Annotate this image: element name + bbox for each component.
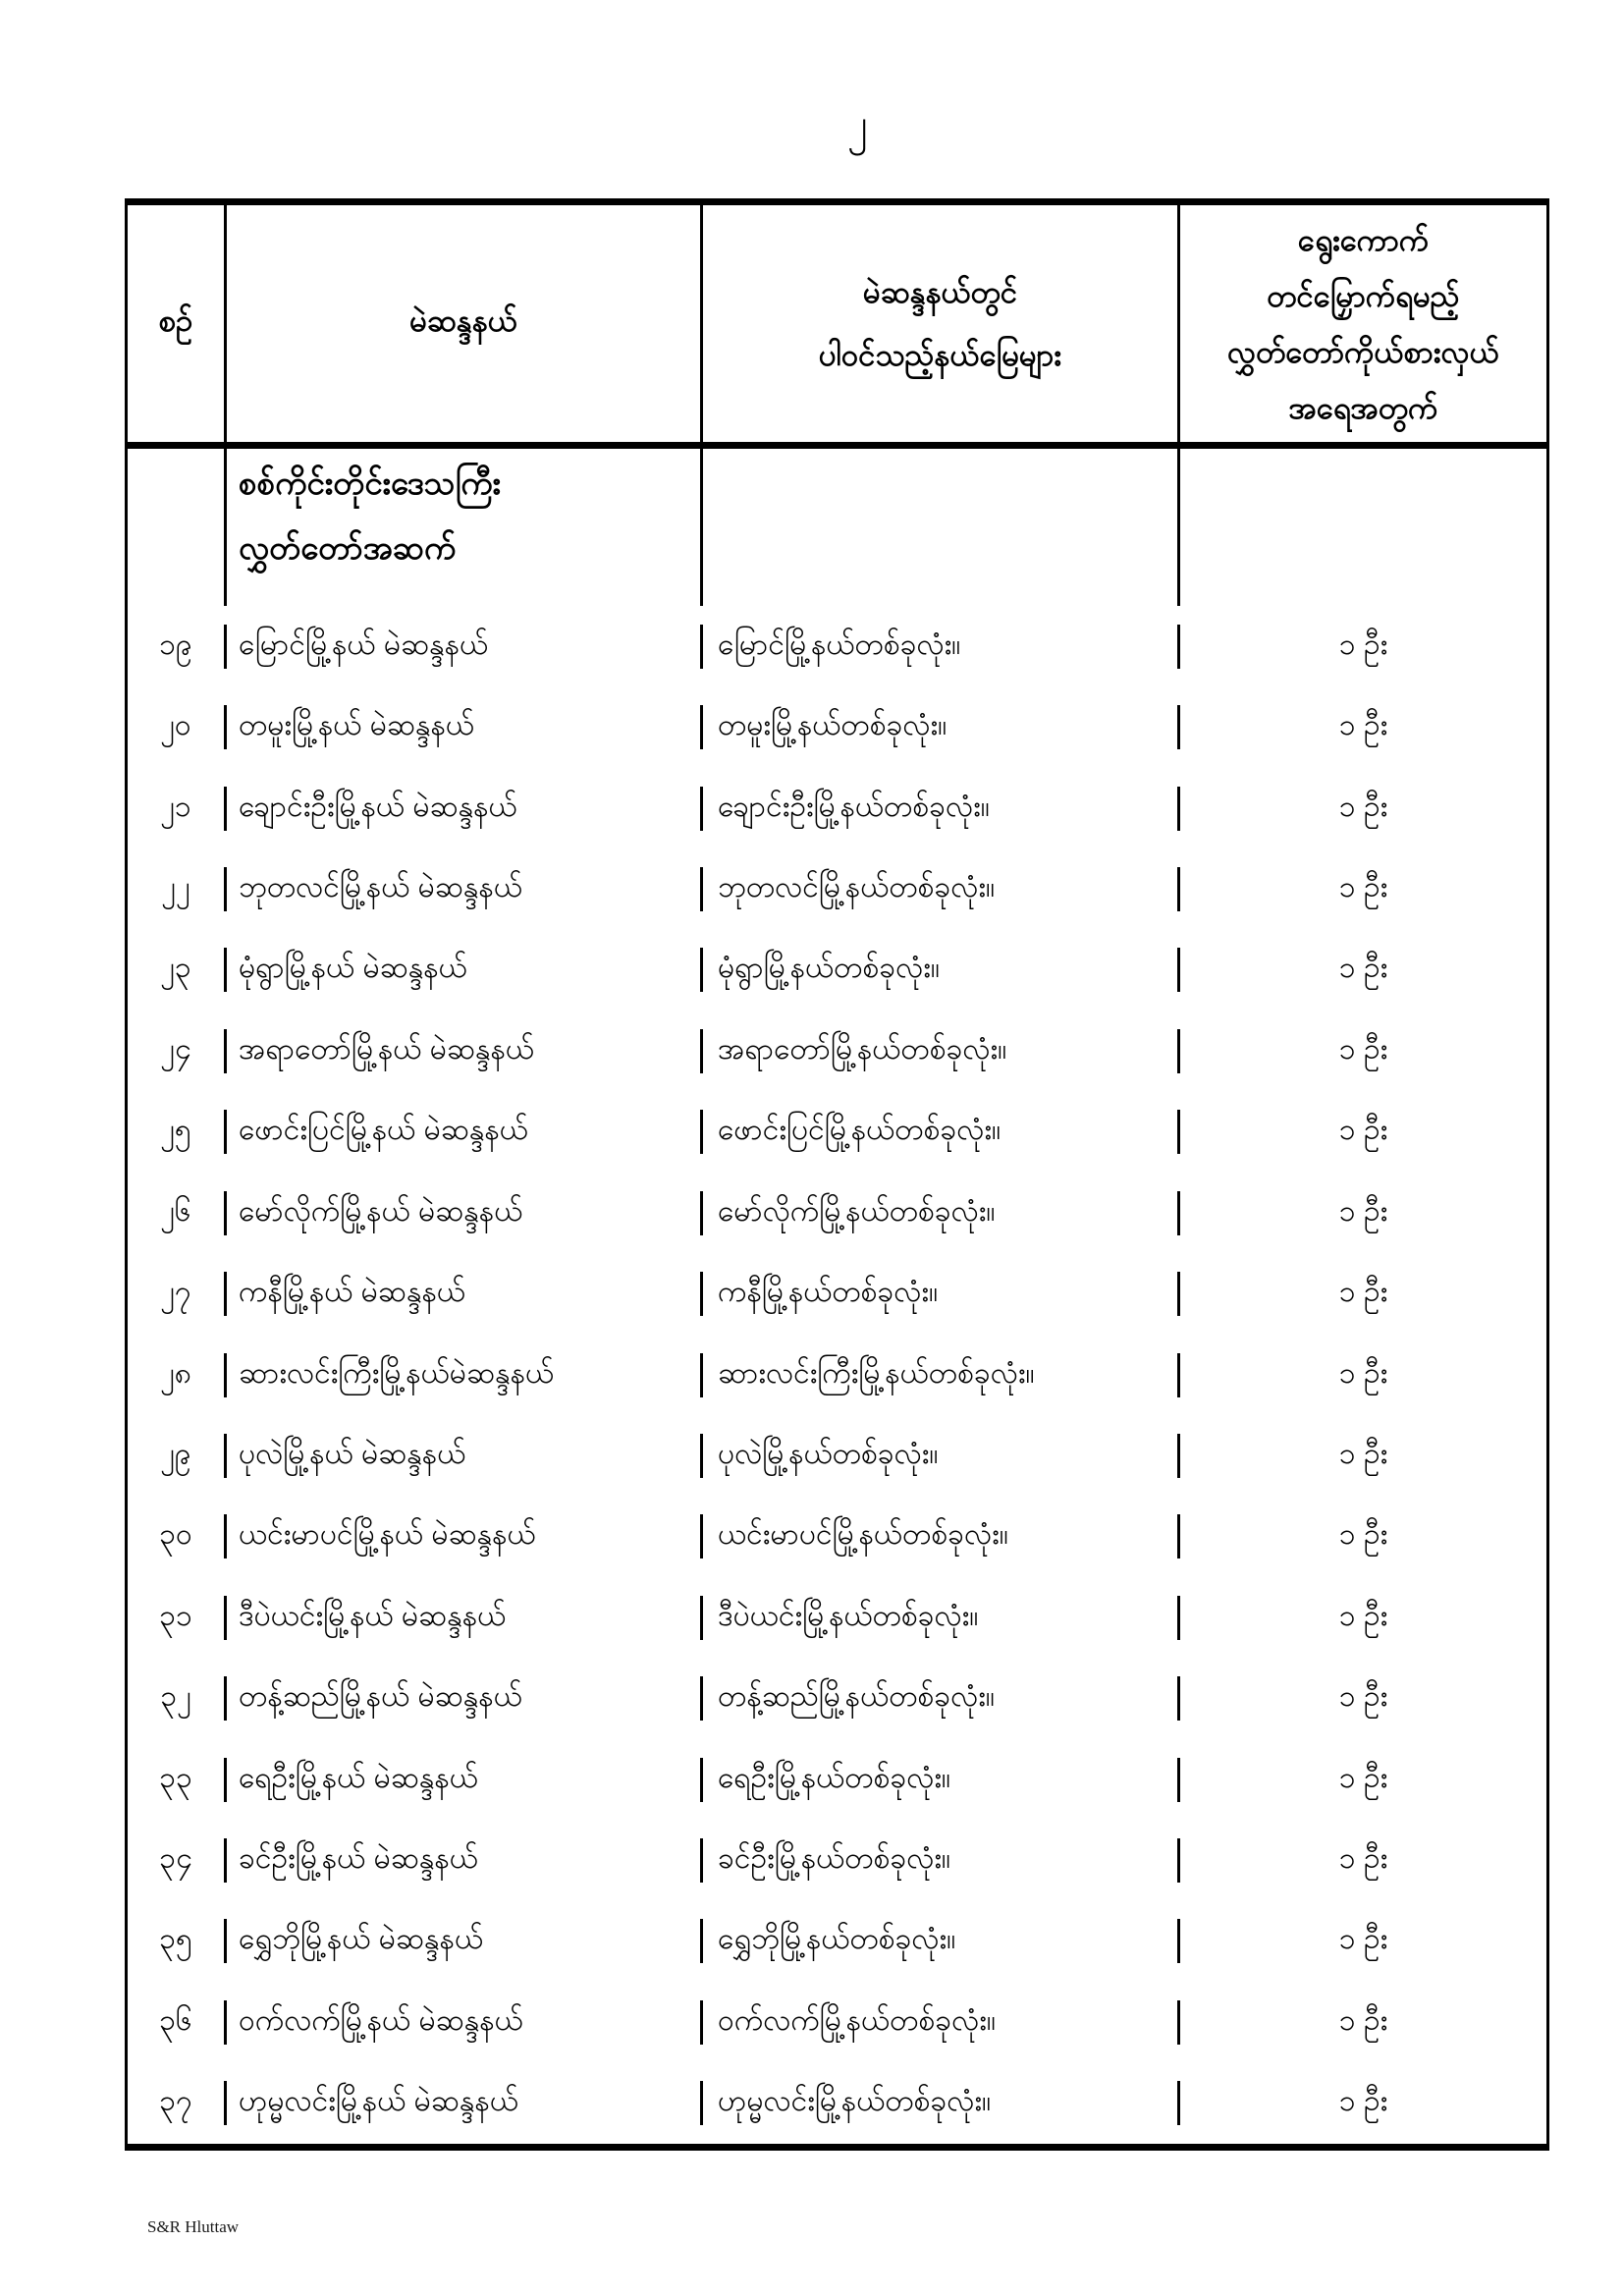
row-count: ၁ ဦး (1338, 1761, 1388, 1794)
row-serial: ၂၂ (128, 867, 227, 911)
row-constituency: ဆားလင်းကြီးမြို့နယ်မဲဆန္ဒနယ် (227, 1353, 703, 1397)
row-serial: ၂၆ (128, 1191, 227, 1235)
header-count-line2: တင်မြှောက်ရမည့် (1267, 278, 1460, 313)
table-row (128, 1982, 1546, 2062)
row-count: ၁ ဦး (1338, 952, 1388, 985)
row-serial: ၂၅ (128, 1110, 227, 1154)
table-body (128, 449, 1546, 2144)
row-count: ၁ ဦး (1338, 1194, 1388, 1228)
row-constituency: ဒီပဲယင်းမြို့နယ် မဲဆန္ဒနယ် (227, 1596, 703, 1640)
table-row (128, 768, 1546, 848)
row-serial: ၂၄ (128, 1029, 227, 1073)
table-row (128, 686, 1546, 767)
table-row (128, 1497, 1546, 1577)
row-serial: ၃၆ (128, 2000, 227, 2045)
row-areas: ဘုတလင်မြို့နယ်တစ်ခုလုံး။ (703, 867, 1180, 911)
row-constituency: တန့်ဆည်မြို့နယ် မဲဆန္ဒနယ် (227, 1676, 703, 1721)
table-row (128, 930, 1546, 1011)
table-row (128, 1253, 1546, 1334)
header-representative-count (1180, 205, 1546, 442)
row-constituency: ရွှေဘိုမြို့နယ် မဲဆန္ဒနယ် (227, 1919, 703, 1963)
row-count: ၁ ဦး (1338, 2003, 1388, 2037)
row-serial: ၃၅ (128, 1919, 227, 1963)
row-areas: ဝက်လက်မြို့နယ်တစ်ခုလုံး။ (703, 2000, 1180, 2045)
table-row (128, 606, 1546, 686)
row-serial: ၂၃ (128, 948, 227, 992)
row-serial: ၂၁ (128, 787, 227, 831)
constituency-table (125, 198, 1549, 2151)
header-count-line3: လွှတ်တော်ကိုယ်စားလှယ် (1227, 334, 1499, 369)
table-body-rows (128, 606, 1546, 2144)
row-serial: ၂၇ (128, 1272, 227, 1316)
row-constituency: ကနီမြို့နယ် မဲဆန္ဒနယ် (227, 1272, 703, 1316)
table-row (128, 848, 1546, 929)
header-serial-label: စဉ် (158, 302, 193, 338)
row-areas: ဖောင်းပြင်မြို့နယ်တစ်ခုလုံး။ (703, 1110, 1180, 1154)
row-count: ၁ ဦး (1338, 709, 1388, 742)
row-count: ၁ ဦး (1338, 1680, 1388, 1714)
row-areas: ကနီမြို့နယ်တစ်ခုလုံး။ (703, 1272, 1180, 1316)
row-serial: ၃၄ (128, 1838, 227, 1883)
row-areas: ရွှေဘိုမြို့နယ်တစ်ခုလုံး။ (703, 1919, 1180, 1963)
row-constituency: မြောင်မြို့နယ် မဲဆန္ဒနယ် (227, 625, 703, 669)
row-areas: အရာတော်မြို့နယ်တစ်ခုလုံး။ (703, 1029, 1180, 1073)
section-title (227, 449, 703, 606)
row-constituency: ပုလဲမြို့နယ် မဲဆန္ဒနယ် (227, 1434, 703, 1478)
row-serial: ၃၃ (128, 1758, 227, 1802)
row-constituency: ခင်ဦးမြို့နယ် မဲဆန္ဒနယ် (227, 1838, 703, 1883)
table-row (128, 1335, 1546, 1415)
row-constituency: ဟုမ္မလင်းမြို့နယ် မဲဆန္ဒနယ် (227, 2081, 703, 2125)
row-areas: ပုလဲမြို့နယ်တစ်ခုလုံး။ (703, 1434, 1180, 1478)
row-areas: မော်လိုက်မြို့နယ်တစ်ခုလုံး။ (703, 1191, 1180, 1235)
row-areas: မုံရွာမြို့နယ်တစ်ခုလုံး။ (703, 948, 1180, 992)
row-count: ၁ ဦး (1338, 1599, 1388, 1632)
section-count-cell (1180, 449, 1546, 606)
page-number: ၂ (846, 100, 868, 146)
table-row (128, 2063, 1546, 2144)
row-constituency: မော်လိုက်မြို့နယ် မဲဆန္ဒနယ် (227, 1191, 703, 1235)
row-count: ၁ ဦး (1338, 2085, 1388, 2118)
table-row (128, 1901, 1546, 1982)
header-count-line1: ရွေးကောက် (1297, 222, 1430, 257)
section-header-row (128, 449, 1546, 606)
row-areas: ရေဦးမြို့နယ်တစ်ခုလုံး။ (703, 1758, 1180, 1802)
row-count: ၁ ဦး (1338, 1437, 1388, 1470)
table-row (128, 1658, 1546, 1738)
header-constituency (227, 205, 703, 442)
row-constituency: မုံရွာမြို့နယ် မဲဆန္ဒနယ် (227, 948, 703, 992)
row-areas: ချောင်းဦးမြို့နယ်တစ်ခုလုံး။ (703, 787, 1180, 831)
table-row (128, 1577, 1546, 1658)
row-count: ၁ ဦး (1338, 1842, 1388, 1876)
row-serial: ၃၁ (128, 1596, 227, 1640)
table-row (128, 1011, 1546, 1091)
section-title-line1: စစ်ကိုင်းတိုင်းဒေသကြီး (239, 465, 501, 501)
row-areas: တမူးမြို့နယ်တစ်ခုလုံး။ (703, 705, 1180, 749)
table-row (128, 1092, 1546, 1173)
row-constituency: ဖောင်းပြင်မြို့နယ် မဲဆန္ဒနယ် (227, 1110, 703, 1154)
table-header-row (128, 205, 1546, 449)
row-constituency: ယင်းမာပင်မြို့နယ် မဲဆန္ဒနယ် (227, 1514, 703, 1558)
header-areas-line1: မဲဆန္ဒနယ်တွင် (862, 274, 1018, 309)
row-areas: ယင်းမာပင်မြို့နယ်တစ်ခုလုံး။ (703, 1514, 1180, 1558)
row-areas: ဆားလင်းကြီးမြို့နယ်တစ်ခုလုံး။ (703, 1353, 1180, 1397)
section-title-line2: လွှတ်တော်အဆက် (239, 529, 457, 566)
row-count: ၁ ဦး (1338, 628, 1388, 661)
row-count: ၁ ဦး (1338, 1356, 1388, 1390)
row-constituency: ရေဦးမြို့နယ် မဲဆန္ဒနယ် (227, 1758, 703, 1802)
row-count: ၁ ဦး (1338, 1923, 1388, 1956)
section-serial-cell (128, 449, 227, 606)
row-serial: ၃၀ (128, 1514, 227, 1558)
row-serial: ၂၈ (128, 1353, 227, 1397)
row-serial: ၁၉ (128, 625, 227, 669)
row-serial: ၃၂ (128, 1676, 227, 1721)
row-count: ၁ ဦး (1338, 870, 1388, 903)
row-areas: ဒီပဲယင်းမြို့နယ်တစ်ခုလုံး။ (703, 1596, 1180, 1640)
table-row (128, 1739, 1546, 1820)
header-areas (703, 205, 1180, 442)
row-serial: ၂၉ (128, 1434, 227, 1478)
header-constituency-label: မဲဆန္ဒနယ် (409, 302, 517, 338)
row-count: ၁ ဦး (1338, 1114, 1388, 1147)
row-serial: ၂၀ (128, 705, 227, 749)
section-areas-cell (703, 449, 1180, 606)
header-count-line4: အရေအတွက် (1288, 390, 1438, 425)
row-count: ၁ ဦး (1338, 790, 1388, 823)
row-areas: ခင်ဦးမြို့နယ်တစ်ခုလုံး။ (703, 1838, 1180, 1883)
row-constituency: အရာတော်မြို့နယ် မဲဆန္ဒနယ် (227, 1029, 703, 1073)
row-constituency: ချောင်းဦးမြို့နယ် မဲဆန္ဒနယ် (227, 787, 703, 831)
row-constituency: တမူးမြို့နယ် မဲဆန္ဒနယ် (227, 705, 703, 749)
header-serial (128, 205, 227, 442)
row-constituency: ဝက်လက်မြို့နယ် မဲဆန္ဒနယ် (227, 2000, 703, 2045)
header-areas-line2: ပါဝင်သည့်နယ်မြေများ (818, 337, 1062, 372)
table-row (128, 1173, 1546, 1253)
footer-text: S&R Hluttaw (147, 2217, 240, 2236)
row-serial: ၃၇ (128, 2081, 227, 2125)
row-count: ၁ ဦး (1338, 1276, 1388, 1309)
row-areas: ဟုမ္မလင်းမြို့နယ်တစ်ခုလုံး။ (703, 2081, 1180, 2125)
table-row (128, 1820, 1546, 1900)
row-constituency: ဘုတလင်မြို့နယ် မဲဆန္ဒနယ် (227, 867, 703, 911)
row-areas: တန့်ဆည်မြို့နယ်တစ်ခုလုံး။ (703, 1676, 1180, 1721)
row-areas: မြောင်မြို့နယ်တစ်ခုလုံး။ (703, 625, 1180, 669)
table-row (128, 1415, 1546, 1496)
row-count: ၁ ဦး (1338, 1032, 1388, 1066)
row-count: ၁ ဦး (1338, 1518, 1388, 1552)
